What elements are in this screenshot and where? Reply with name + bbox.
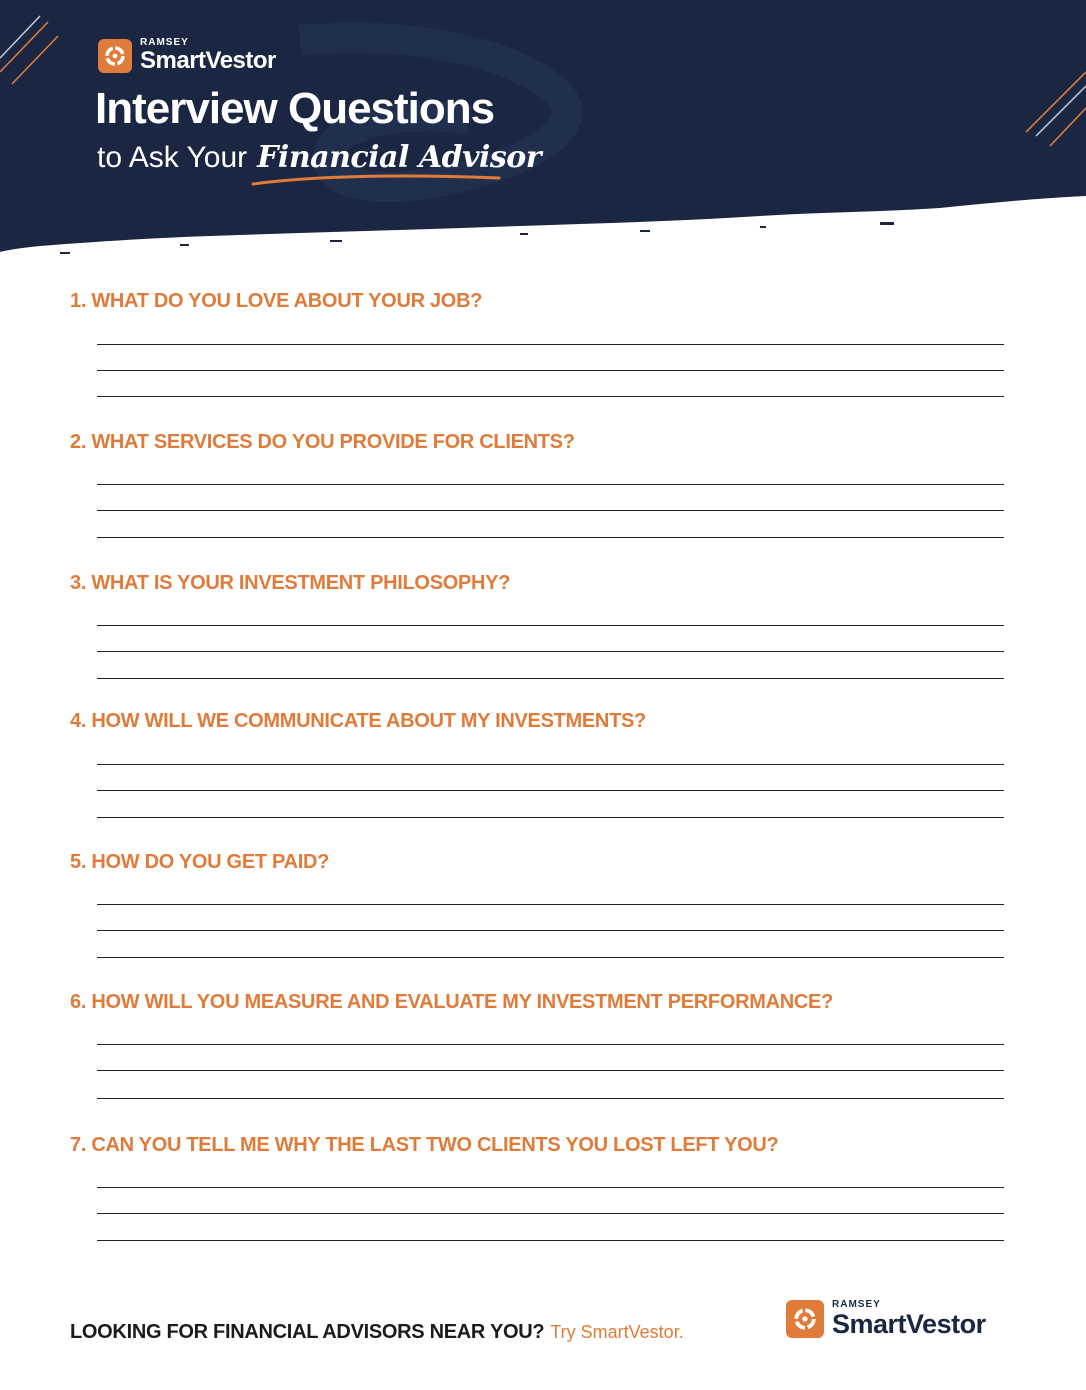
- try-smartvestor-link[interactable]: Try SmartVestor.: [550, 1322, 684, 1342]
- answer-line[interactable]: [97, 625, 1004, 626]
- answer-line[interactable]: [97, 930, 1004, 931]
- answer-line[interactable]: [97, 1070, 1004, 1071]
- answer-line[interactable]: [97, 396, 1004, 397]
- footer-cta-text: LOOKING FOR FINANCIAL ADVISORS NEAR YOU?: [70, 1321, 545, 1343]
- answer-line[interactable]: [97, 678, 1004, 679]
- answer-line[interactable]: [97, 484, 1004, 485]
- answer-line[interactable]: [97, 537, 1004, 538]
- answer-line[interactable]: [97, 344, 1004, 345]
- answer-line[interactable]: [97, 817, 1004, 818]
- question-5: 5. HOW DO YOU GET PAID?: [70, 851, 330, 873]
- answer-line[interactable]: [97, 1098, 1004, 1099]
- smartvestor-logo-icon: [98, 39, 132, 73]
- footer-brand-name: SmartVestor: [832, 1309, 986, 1339]
- brand-small-text: RAMSEY: [140, 37, 189, 48]
- question-3: 3. WHAT IS YOUR INVESTMENT PHILOSOPHY?: [70, 572, 511, 594]
- answer-line[interactable]: [97, 1187, 1004, 1188]
- page-title: Interview Questions: [95, 84, 495, 133]
- subtitle-script: [257, 140, 541, 175]
- answer-line[interactable]: [97, 957, 1004, 958]
- footer-brand-logo: [786, 1300, 986, 1338]
- answer-line[interactable]: [97, 651, 1004, 652]
- answer-line[interactable]: [97, 764, 1004, 765]
- footer-cta: [70, 1321, 684, 1344]
- footer-brand-small-text: RAMSEY: [832, 1299, 881, 1310]
- answer-line[interactable]: [97, 1044, 1004, 1045]
- question-6: 6. HOW WILL YOU MEASURE AND EVALUATE MY INVESTMENT PERFORMANCE?: [70, 991, 833, 1013]
- subtitle-prefix: to Ask Your: [97, 141, 248, 174]
- page-subtitle: [97, 140, 541, 175]
- question-2: 2. WHAT SERVICES DO YOU PROVIDE FOR CLIENTS?: [70, 431, 575, 453]
- brand-name: SmartVestor: [140, 47, 276, 74]
- answer-line[interactable]: [97, 510, 1004, 511]
- smartvestor-logo-icon: [786, 1300, 824, 1338]
- answer-line[interactable]: [97, 904, 1004, 905]
- answer-line[interactable]: [97, 370, 1004, 371]
- answer-line[interactable]: [97, 1240, 1004, 1241]
- question-1: 1. WHAT DO YOU LOVE ABOUT YOUR JOB?: [70, 290, 483, 312]
- question-7: 7. CAN YOU TELL ME WHY THE LAST TWO CLIENTS YOU LOST LEFT YOU?: [70, 1134, 779, 1156]
- subtitle-script-text: Financial Advisor: [257, 140, 542, 175]
- brand-logo: [98, 38, 276, 73]
- answer-line[interactable]: [97, 1213, 1004, 1214]
- answer-line[interactable]: [97, 790, 1004, 791]
- question-4: 4. HOW WILL WE COMMUNICATE ABOUT MY INVESTMENTS?: [70, 710, 646, 732]
- script-underline-swoosh: [251, 172, 501, 188]
